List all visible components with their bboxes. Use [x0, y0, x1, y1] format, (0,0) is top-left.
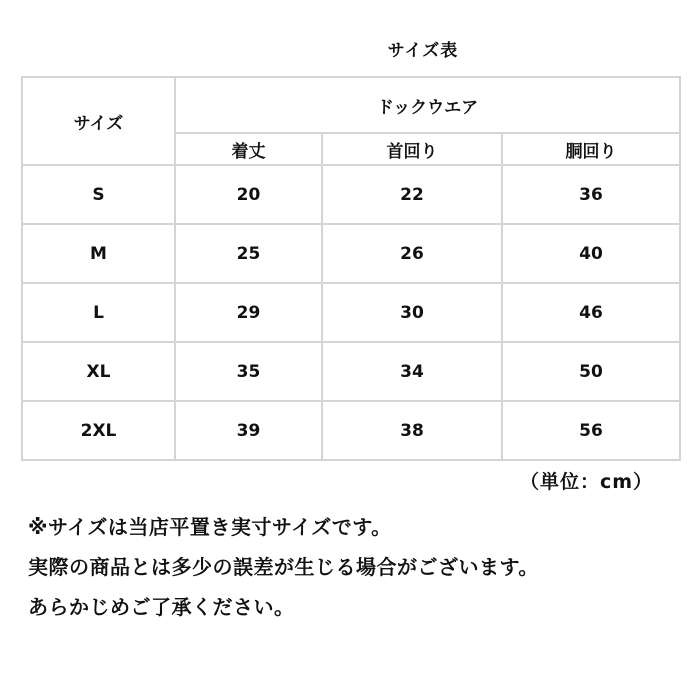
notes — [28, 507, 688, 627]
table-cell: 20 — [175, 165, 322, 224]
table-cell: 46 — [502, 283, 680, 342]
table-row — [22, 283, 680, 342]
page-title: サイズ表 — [387, 41, 459, 61]
size-label: M — [22, 224, 175, 283]
group-header: ドックウエア — [175, 77, 680, 133]
table-cell: 56 — [502, 401, 680, 460]
table-row — [22, 342, 680, 401]
table-cell: 35 — [175, 342, 322, 401]
table-cell: 40 — [502, 224, 680, 283]
table-cell: 34 — [322, 342, 502, 401]
table-row — [22, 224, 680, 283]
table-cell: 25 — [175, 224, 322, 283]
note-line: あらかじめご了承ください。 — [28, 595, 295, 619]
column-header-neck: 首回り — [322, 133, 502, 165]
table-row — [22, 165, 680, 224]
size-label: L — [22, 283, 175, 342]
note-line: 実際の商品とは多少の誤差が生じる場合がございます。 — [28, 555, 539, 579]
table-cell: 22 — [322, 165, 502, 224]
size-label: 2XL — [22, 401, 175, 460]
note-line: ※サイズは当店平置き実寸サイズです。 — [28, 515, 392, 539]
table-cell: 29 — [175, 283, 322, 342]
unit-label: （単位：cm） — [519, 471, 653, 493]
size-table — [21, 76, 681, 461]
table-cell: 50 — [502, 342, 680, 401]
table-cell: 30 — [322, 283, 502, 342]
table-cell: 38 — [322, 401, 502, 460]
table-row — [22, 401, 680, 460]
table-cell: 26 — [322, 224, 502, 283]
table-header-row — [22, 77, 680, 133]
table-cell: 36 — [502, 165, 680, 224]
column-header-chest: 胴回り — [502, 133, 680, 165]
size-label: XL — [22, 342, 175, 401]
size-label: S — [22, 165, 175, 224]
column-header-length: 着丈 — [175, 133, 322, 165]
size-column-header: サイズ — [22, 77, 175, 165]
table-cell: 39 — [175, 401, 322, 460]
